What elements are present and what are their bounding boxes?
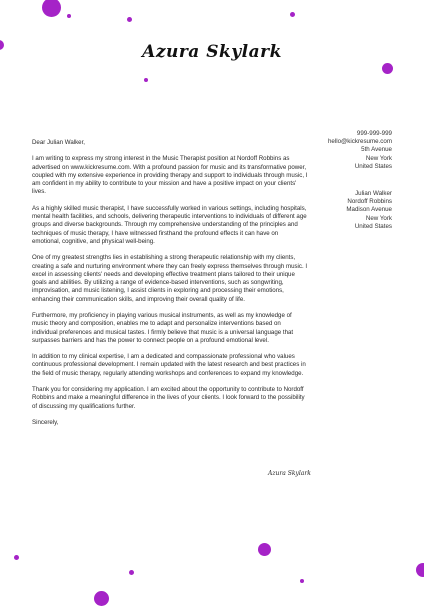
sender-street: 5th Avenue: [361, 146, 392, 154]
recipient-country: United States: [354, 222, 392, 230]
sender-country: United States: [354, 162, 392, 170]
sender-phone: 999-999-999: [356, 130, 392, 137]
recipient-company: Nordoff Robbins: [347, 198, 392, 206]
decorative-dot: [258, 543, 271, 556]
decorative-dot: [67, 14, 71, 18]
recipient-name: Julian Walker: [355, 190, 392, 197]
recipient-street: Madison Avenue: [346, 206, 392, 214]
decorative-dot: [416, 563, 424, 577]
decorative-dot: [42, 0, 61, 17]
sender-email: hello@kickresume.com: [327, 138, 392, 146]
letter-paragraph: Furthermore, my proficiency in playing various musical instruments, as well as my knowledge of music theory and composition, enables me to adapt and personalize interventions based on individual preferences and musical tastes. I firmly believe that music is a universal language that surpasses barriers and has the power to connect people on a profound emotional level.: [32, 312, 294, 344]
letter-paragraph: I am writing to express my strong interest in the Music Therapist position at Nordoff Robbins as advertised on www.kickresume.com. With a profound passion for music and its transformative power, coupled with my extensive experience in providing therapy and support to individuals through music, I am confident in my ability to contribute to your mission and have a positive impact on your clients' lives.: [32, 155, 308, 196]
letter-paragraph: As a highly skilled music therapist, I have successfully worked in various settings, including hospitals, mental health facilities, and schools, delivering therapeutic interventions to individuals of different age groups and diverse backgrounds. Through my comprehensive understanding of the principles and techniques of music therapy, I have witnessed firsthand the profound effects it can have on emotional, cognitive, and physical well-being.: [32, 204, 307, 245]
recipient-city: New York: [365, 214, 392, 222]
applicant-name-heading: Azura Skylark: [142, 42, 282, 62]
letter-paragraph: Thank you for considering my application. I am excited about the opportunity to contribute to Nordoff Robbins and make a meaningful difference in the lives of your clients. I look forward to the possibility of discussing my qualifications further.: [32, 386, 305, 410]
signature: Azura Skylark: [268, 470, 311, 477]
letter-salutation: Dear Julian Walker,: [32, 139, 86, 146]
decorative-dot: [300, 579, 304, 583]
letter-closing: Sincerely,: [32, 419, 59, 427]
decorative-dot: [144, 78, 148, 82]
sender-contact-block: [328, 130, 392, 171]
letter-paragraph: In addition to my clinical expertise, I am a dedicated and compassionate professional who values continuous professional development. I remain updated with the latest research and best practices in the field of music therapy, regularly attending workshops and conferences to expand my knowledge.: [32, 353, 306, 377]
sender-city: New York: [365, 154, 392, 162]
decorative-dot: [290, 12, 295, 17]
decorative-dot: [127, 17, 132, 22]
decorative-dot: [14, 555, 19, 560]
decorative-dot: [382, 63, 393, 74]
letter-paragraph: One of my greatest strengths lies in establishing a strong therapeutic relationship with my clients, creating a safe and nurturing environment where they can freely express themselves through music. I excel in assessing clients' needs and developing effective treatment plans tailored to their unique goals and abilities. By utilizing a range of evidence-based interventions, such as songwriting, improvisation, and music listening, I assist clients in exploring and processing their emotions, enhancing their communication skills, and improving their overall quality of life.: [32, 254, 308, 303]
recipient-address-block: [346, 190, 392, 231]
decorative-dot: [94, 591, 109, 606]
letter-body: [32, 139, 308, 436]
decorative-dot: [129, 570, 134, 575]
